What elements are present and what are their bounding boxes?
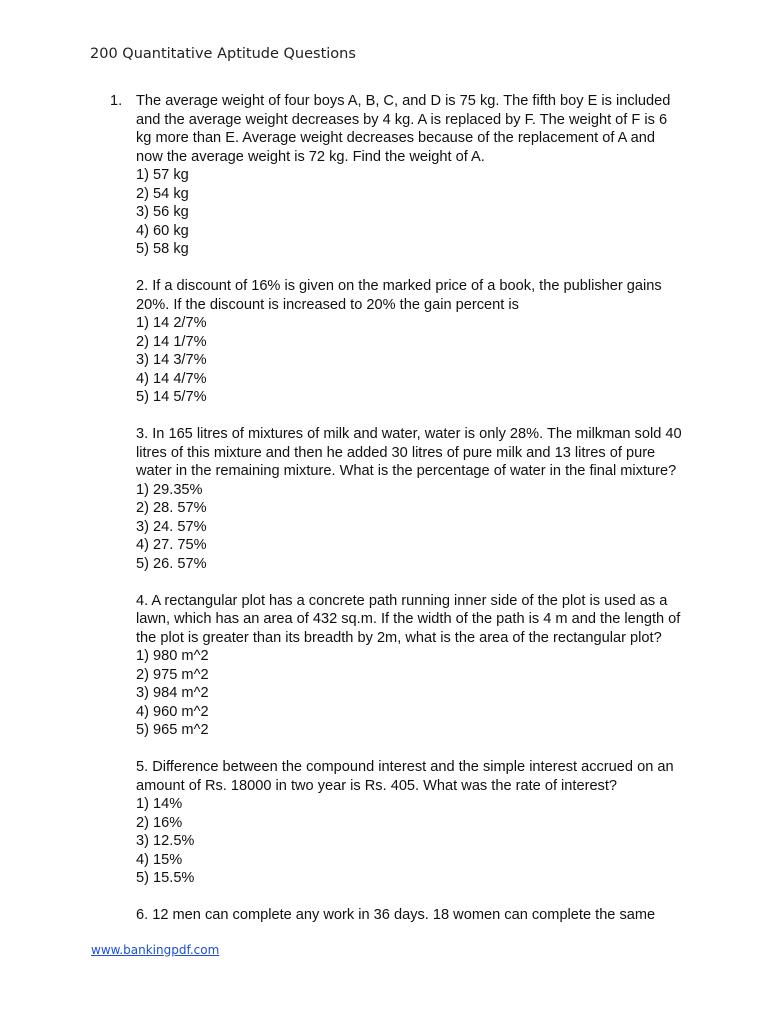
question-4-text-line: the plot is greater than its breadth by 2m, what is the area of the rectangular plot? (136, 629, 662, 646)
page-header-title: 200 Quantitative Aptitude Questions (90, 46, 356, 62)
question-4-option: 2) 975 m^2 (136, 666, 209, 683)
question-1-number: 1. (110, 93, 123, 109)
question-2 (136, 277, 676, 407)
question-5-option: 1) 14% (136, 796, 183, 812)
questions-body (110, 92, 682, 925)
question-2-option: 4) 14 4/7% (136, 370, 207, 387)
question-1-option: 5) 58 kg (136, 241, 189, 257)
question-1 (110, 92, 676, 259)
question-4-option: 3) 984 m^2 (136, 685, 209, 701)
question-3-text-line: 3. In 165 litres of mixtures of milk and water, water is only 28%. The milkman sold 40 (136, 426, 682, 442)
question-3-text-line: litres of this mixture and then he added 30 litres of pure milk and 13 litres of pure (136, 444, 656, 461)
question-4-option: 4) 960 m^2 (136, 703, 209, 720)
question-6 (136, 906, 676, 925)
question-1-text-line: kg more than E. Average weight decreases because of the replacement of A and (136, 130, 655, 146)
question-4 (136, 592, 681, 740)
question-3 (136, 425, 682, 573)
question-1-text-line: The average weight of four boys A, B, C, and D is 75 kg. The fifth boy E is included (136, 93, 671, 109)
question-5 (136, 758, 676, 888)
question-3-option: 1) 29.35% (136, 481, 203, 498)
question-5-text-line: 5. Difference between the compound interest and the simple interest accrued on an (136, 759, 674, 775)
question-3-option: 4) 27. 75% (136, 537, 207, 553)
question-2-text-line: 2. If a discount of 16% is given on the marked price of a book, the publisher gains (136, 278, 662, 294)
question-5-option: 3) 12.5% (136, 833, 195, 849)
question-2-option: 2) 14 1/7% (136, 333, 207, 350)
question-2-option: 5) 14 5/7% (136, 389, 207, 405)
paragraph-gap (136, 259, 676, 278)
question-3-option: 3) 24. 57% (136, 518, 207, 535)
question-2-option: 1) 14 2/7% (136, 315, 207, 331)
question-1-text-line: and the average weight decreases by 4 kg. A is replaced by F. The weight of F is 6 (136, 111, 668, 128)
question-4-option: 1) 980 m^2 (136, 648, 209, 664)
footer-website-link[interactable]: www.bankingpdf.com (91, 943, 220, 957)
question-4-text-line: 4. A rectangular plot has a concrete path running inner side of the plot is used as a (136, 592, 668, 609)
question-5-option: 2) 16% (136, 814, 183, 831)
question-2-option: 3) 14 3/7% (136, 352, 207, 368)
question-1-text-line: now the average weight is 72 kg. Find the weight of A. (136, 148, 485, 165)
question-3-text-line: water in the remaining mixture. What is the percentage of water in the final mixture? (136, 463, 677, 479)
question-5-option: 5) 15.5% (136, 870, 195, 886)
question-1-option: 1) 57 kg (136, 167, 189, 183)
paragraph-gap (136, 573, 676, 592)
question-5-option: 4) 15% (136, 851, 183, 868)
question-5-text-line: amount of Rs. 18000 in two year is Rs. 405. What was the rate of interest? (136, 777, 618, 794)
question-1-option: 4) 60 kg (136, 222, 189, 239)
question-2-text-line: 20%. If the discount is increased to 20% the gain percent is (136, 296, 519, 313)
question-3-option: 2) 28. 57% (136, 500, 207, 516)
paragraph-gap (136, 407, 676, 426)
paragraph-gap (136, 740, 676, 759)
paragraph-gap (136, 888, 676, 907)
question-4-option: 5) 965 m^2 (136, 722, 209, 738)
question-1-option: 3) 56 kg (136, 204, 189, 220)
question-1-option: 2) 54 kg (136, 185, 189, 202)
question-4-text-line: lawn, which has an area of 432 sq.m. If the width of the path is 4 m and the length of (136, 611, 681, 627)
question-6-text-line: 6. 12 men can complete any work in 36 days. 18 women can complete the same (136, 907, 656, 923)
question-3-option: 5) 26. 57% (136, 555, 207, 572)
